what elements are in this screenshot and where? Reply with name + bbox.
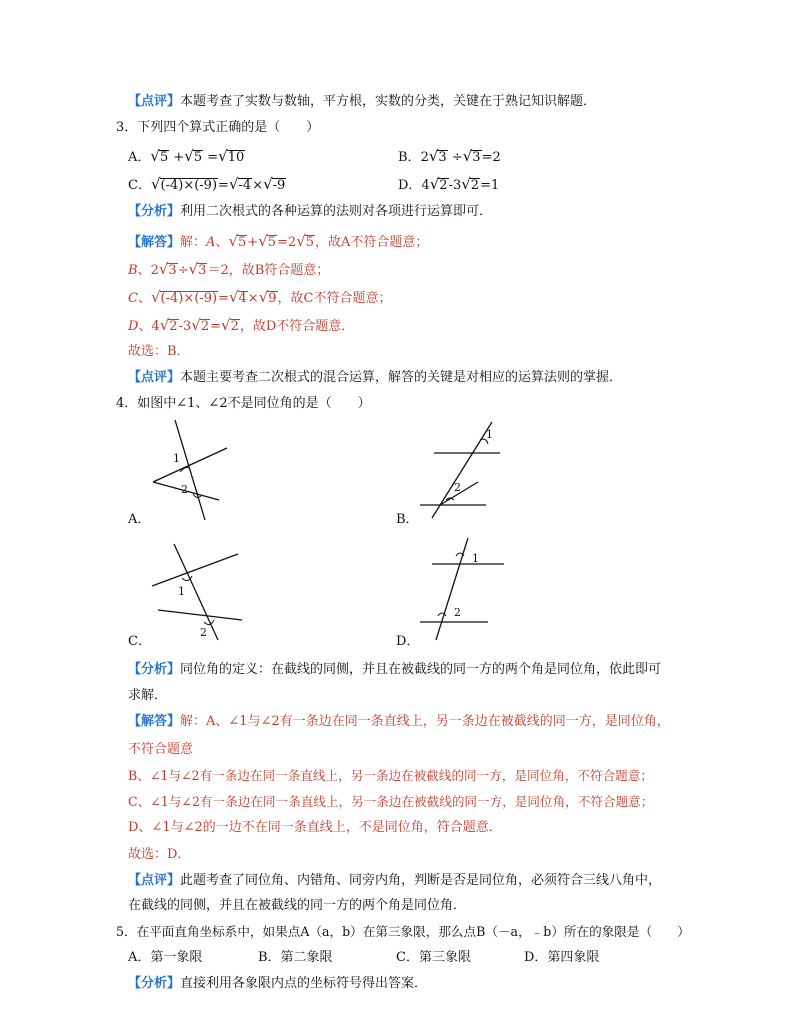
sep: 、 xyxy=(138,319,152,334)
q5-option-d: D．第四象限 xyxy=(524,950,600,965)
q4-analysis-line1 xyxy=(128,660,661,680)
radicand: 3 xyxy=(198,263,207,278)
q3-stem: 3．下列四个算式正确的是（ ） xyxy=(116,120,320,135)
q4-answer-line1 xyxy=(128,712,670,732)
q4-analysis-line2: 求解． xyxy=(128,688,168,703)
radicand: 5 xyxy=(267,235,277,250)
comment-text: 本题考查了实数与数轴，平方根，实数的分类，关键在于熟记知识解题． xyxy=(180,94,597,109)
option-label: B． xyxy=(398,150,421,165)
answer-tag: 【解答】 xyxy=(128,714,181,729)
q3-option-a: A．√5 +√5 =√10 xyxy=(128,147,245,165)
q5-stem: 5．在平面直角坐标系中，如果点A（a，b）在第三象限，那么点B（－a，﹣b）所在的象限是（ ） xyxy=(116,924,690,939)
q3-option-b: B．2√3 ÷√3=2 xyxy=(398,147,501,165)
q3-comment xyxy=(128,368,622,388)
comment-tag: 【点评】 xyxy=(128,94,181,109)
analysis-tag: 【分析】 xyxy=(128,976,181,991)
q4-answer-line3: B、∠1与∠2有一条边在同一条直线上，另一条边在被截线的同一方，是同位角，不符合题意； xyxy=(128,768,653,783)
analysis-tag: 【分析】 xyxy=(128,662,181,677)
radicand: 2 xyxy=(230,319,239,334)
coef: 4 xyxy=(151,319,160,334)
radicand: 5 xyxy=(305,235,315,250)
option-label: A． xyxy=(128,150,151,165)
angle-label-1: 1 xyxy=(472,552,479,565)
operator: = xyxy=(210,319,221,334)
analysis-tag: 【分析】 xyxy=(128,204,181,219)
q4-comment-line1 xyxy=(128,871,661,891)
angle-label-2: 2 xyxy=(181,483,188,496)
analysis-text: 直接利用各象限内点的坐标符号得出答案． xyxy=(180,976,428,991)
comment-text: 此题考查了同位角、内错角、同旁内角，判断是否是同位角，必须符合三线八角中， xyxy=(180,873,662,888)
radicand: 5 xyxy=(193,150,203,165)
q5-analysis xyxy=(128,974,427,994)
radicand: -9 xyxy=(272,178,286,193)
coef: 4 xyxy=(421,178,430,193)
operator: ÷ xyxy=(177,263,189,278)
radicand: 2 xyxy=(169,319,178,334)
angle-arc-1 xyxy=(180,468,189,473)
sep: 、 xyxy=(215,235,229,250)
sep: 、 xyxy=(137,263,151,278)
q3-analysis xyxy=(128,202,492,222)
line-upper xyxy=(153,448,227,482)
radicand: 2 xyxy=(470,178,480,193)
operator: + xyxy=(247,235,259,250)
q4-answer-line4: C、∠1与∠2有一条边在同一条直线上，另一条边在被截线的同一方，是同位角，不符合题意； xyxy=(128,794,654,809)
figure-c-label: C． xyxy=(128,634,151,649)
answer-letter: C xyxy=(128,291,138,306)
answer-text: 解：A、∠1与∠2有一条边在同一条直线上，另一条边在被截线的同一方，是同位角， xyxy=(180,714,670,729)
q3-answer-b: B、2√3÷√3＝2，故B符合题意； xyxy=(128,260,330,278)
result: =2 xyxy=(277,235,297,250)
q5-option-a: A．第一象限 xyxy=(128,950,203,965)
answer-prefix: 解： xyxy=(180,235,207,250)
radicand: 3 xyxy=(438,150,447,165)
analysis-text: 同位角的定义：在截线的同侧，并且在被截线的同一方的两个角是同位角，依此即可 xyxy=(180,662,662,677)
radicand: 3 xyxy=(472,150,481,165)
coef: 2 xyxy=(420,150,429,165)
coef: 2 xyxy=(150,263,159,278)
figure-d-label: D． xyxy=(396,634,420,649)
angle-label-1: 1 xyxy=(178,585,185,598)
result: =1 xyxy=(480,178,500,193)
q3-option-c: C．√(-4)×(-9)=√-4×√-9 xyxy=(128,175,286,193)
sep: 、 xyxy=(137,291,151,306)
radicand: (-4)×(-9) xyxy=(160,291,218,306)
operator: = xyxy=(218,178,229,193)
q3-answer-c: C、√(-4)×(-9)=√4×√9，故C不符合题意； xyxy=(128,288,392,306)
angle-label-1: 1 xyxy=(173,452,180,465)
answer-tail: ，故D不符合题意． xyxy=(239,319,355,334)
operator: + xyxy=(173,150,185,165)
answer-tail: ，故C不符合题意； xyxy=(277,291,392,306)
angle-label-2: 2 xyxy=(200,626,207,639)
angle-label-2: 2 xyxy=(454,606,461,619)
operator: × xyxy=(252,178,264,193)
radicand: (-4)×(-9) xyxy=(160,178,218,193)
line-lower xyxy=(158,610,242,620)
answer-letter: D xyxy=(128,319,139,334)
radicand: 4 xyxy=(238,291,247,306)
q3-option-d: D．4√2-3√2=1 xyxy=(398,175,500,193)
q4-comment-line2: 在截线的同侧，并且在被截线的同一方的两个角是同位角． xyxy=(128,898,467,913)
q3-choice: 故选：B． xyxy=(128,344,190,359)
q5-option-b: B．第二象限 xyxy=(258,950,333,965)
figure-a-drawing xyxy=(145,420,235,522)
transversal-line xyxy=(432,422,492,518)
q2-comment xyxy=(128,92,596,112)
operator: ÷ xyxy=(451,150,463,165)
comment-tag: 【点评】 xyxy=(128,873,181,888)
result: =2 xyxy=(481,150,501,165)
answer-tail: ，故A不符合题意； xyxy=(315,235,429,250)
radicand: 10 xyxy=(227,150,245,165)
answer-letter: A xyxy=(206,235,216,250)
operator: -3 xyxy=(178,319,192,334)
radicand: 2 xyxy=(439,178,448,193)
answer-tail: ＝2，故B符合题意； xyxy=(207,263,330,278)
figure-d xyxy=(412,536,512,642)
operator: × xyxy=(247,291,259,306)
figure-b-label: B． xyxy=(396,512,419,527)
angle-label-1: 1 xyxy=(486,428,493,441)
q3-answer-d: D、4√2-3√2=√2，故D不符合题意． xyxy=(128,316,355,334)
figure-a-label: A． xyxy=(128,512,151,527)
answer-tag: 【解答】 xyxy=(128,235,181,250)
radicand: 9 xyxy=(268,291,277,306)
radicand: 3 xyxy=(168,263,177,278)
q4-stem: 4．如图中∠1、∠2不是同位角的是（ ） xyxy=(116,396,371,411)
operator: = xyxy=(207,150,219,165)
figure-d-drawing xyxy=(412,536,512,642)
q5-option-c: C．第三象限 xyxy=(396,950,471,965)
operator: -3 xyxy=(448,178,462,193)
figure-a xyxy=(145,420,235,522)
line-upper xyxy=(152,554,238,586)
option-label: D． xyxy=(398,178,422,193)
figure-b-drawing xyxy=(410,420,510,522)
figure-c-drawing xyxy=(148,540,244,642)
q4-answer-line2: 不符合题意 xyxy=(128,742,194,757)
analysis-text: 利用二次根式的各种运算的法则对各项进行运算即可． xyxy=(180,204,493,219)
comment-tag: 【点评】 xyxy=(128,370,181,385)
radicand: 2 xyxy=(200,319,210,334)
figure-c xyxy=(148,540,244,642)
angle-label-2: 2 xyxy=(454,481,461,494)
radicand: 5 xyxy=(238,235,247,250)
radicand: 5 xyxy=(159,150,169,165)
transversal-line xyxy=(436,538,468,640)
q4-choice: 故选：D． xyxy=(128,847,191,862)
figure-b xyxy=(410,420,510,522)
radicand: -4 xyxy=(238,178,252,193)
comment-text: 本题主要考查二次根式的混合运算，解答的关键是对相应的运算法则的掌握． xyxy=(180,370,623,385)
q4-answer-line5: D、∠1与∠2的一边不在同一条直线上，不是同位角，符合题意． xyxy=(128,820,502,835)
q3-answer-a: 【解答】解：A、√5+√5=2√5，故A不符合题意； xyxy=(128,232,429,250)
operator: = xyxy=(218,291,229,306)
answer-letter: B xyxy=(128,263,138,278)
option-label: C． xyxy=(128,178,151,193)
